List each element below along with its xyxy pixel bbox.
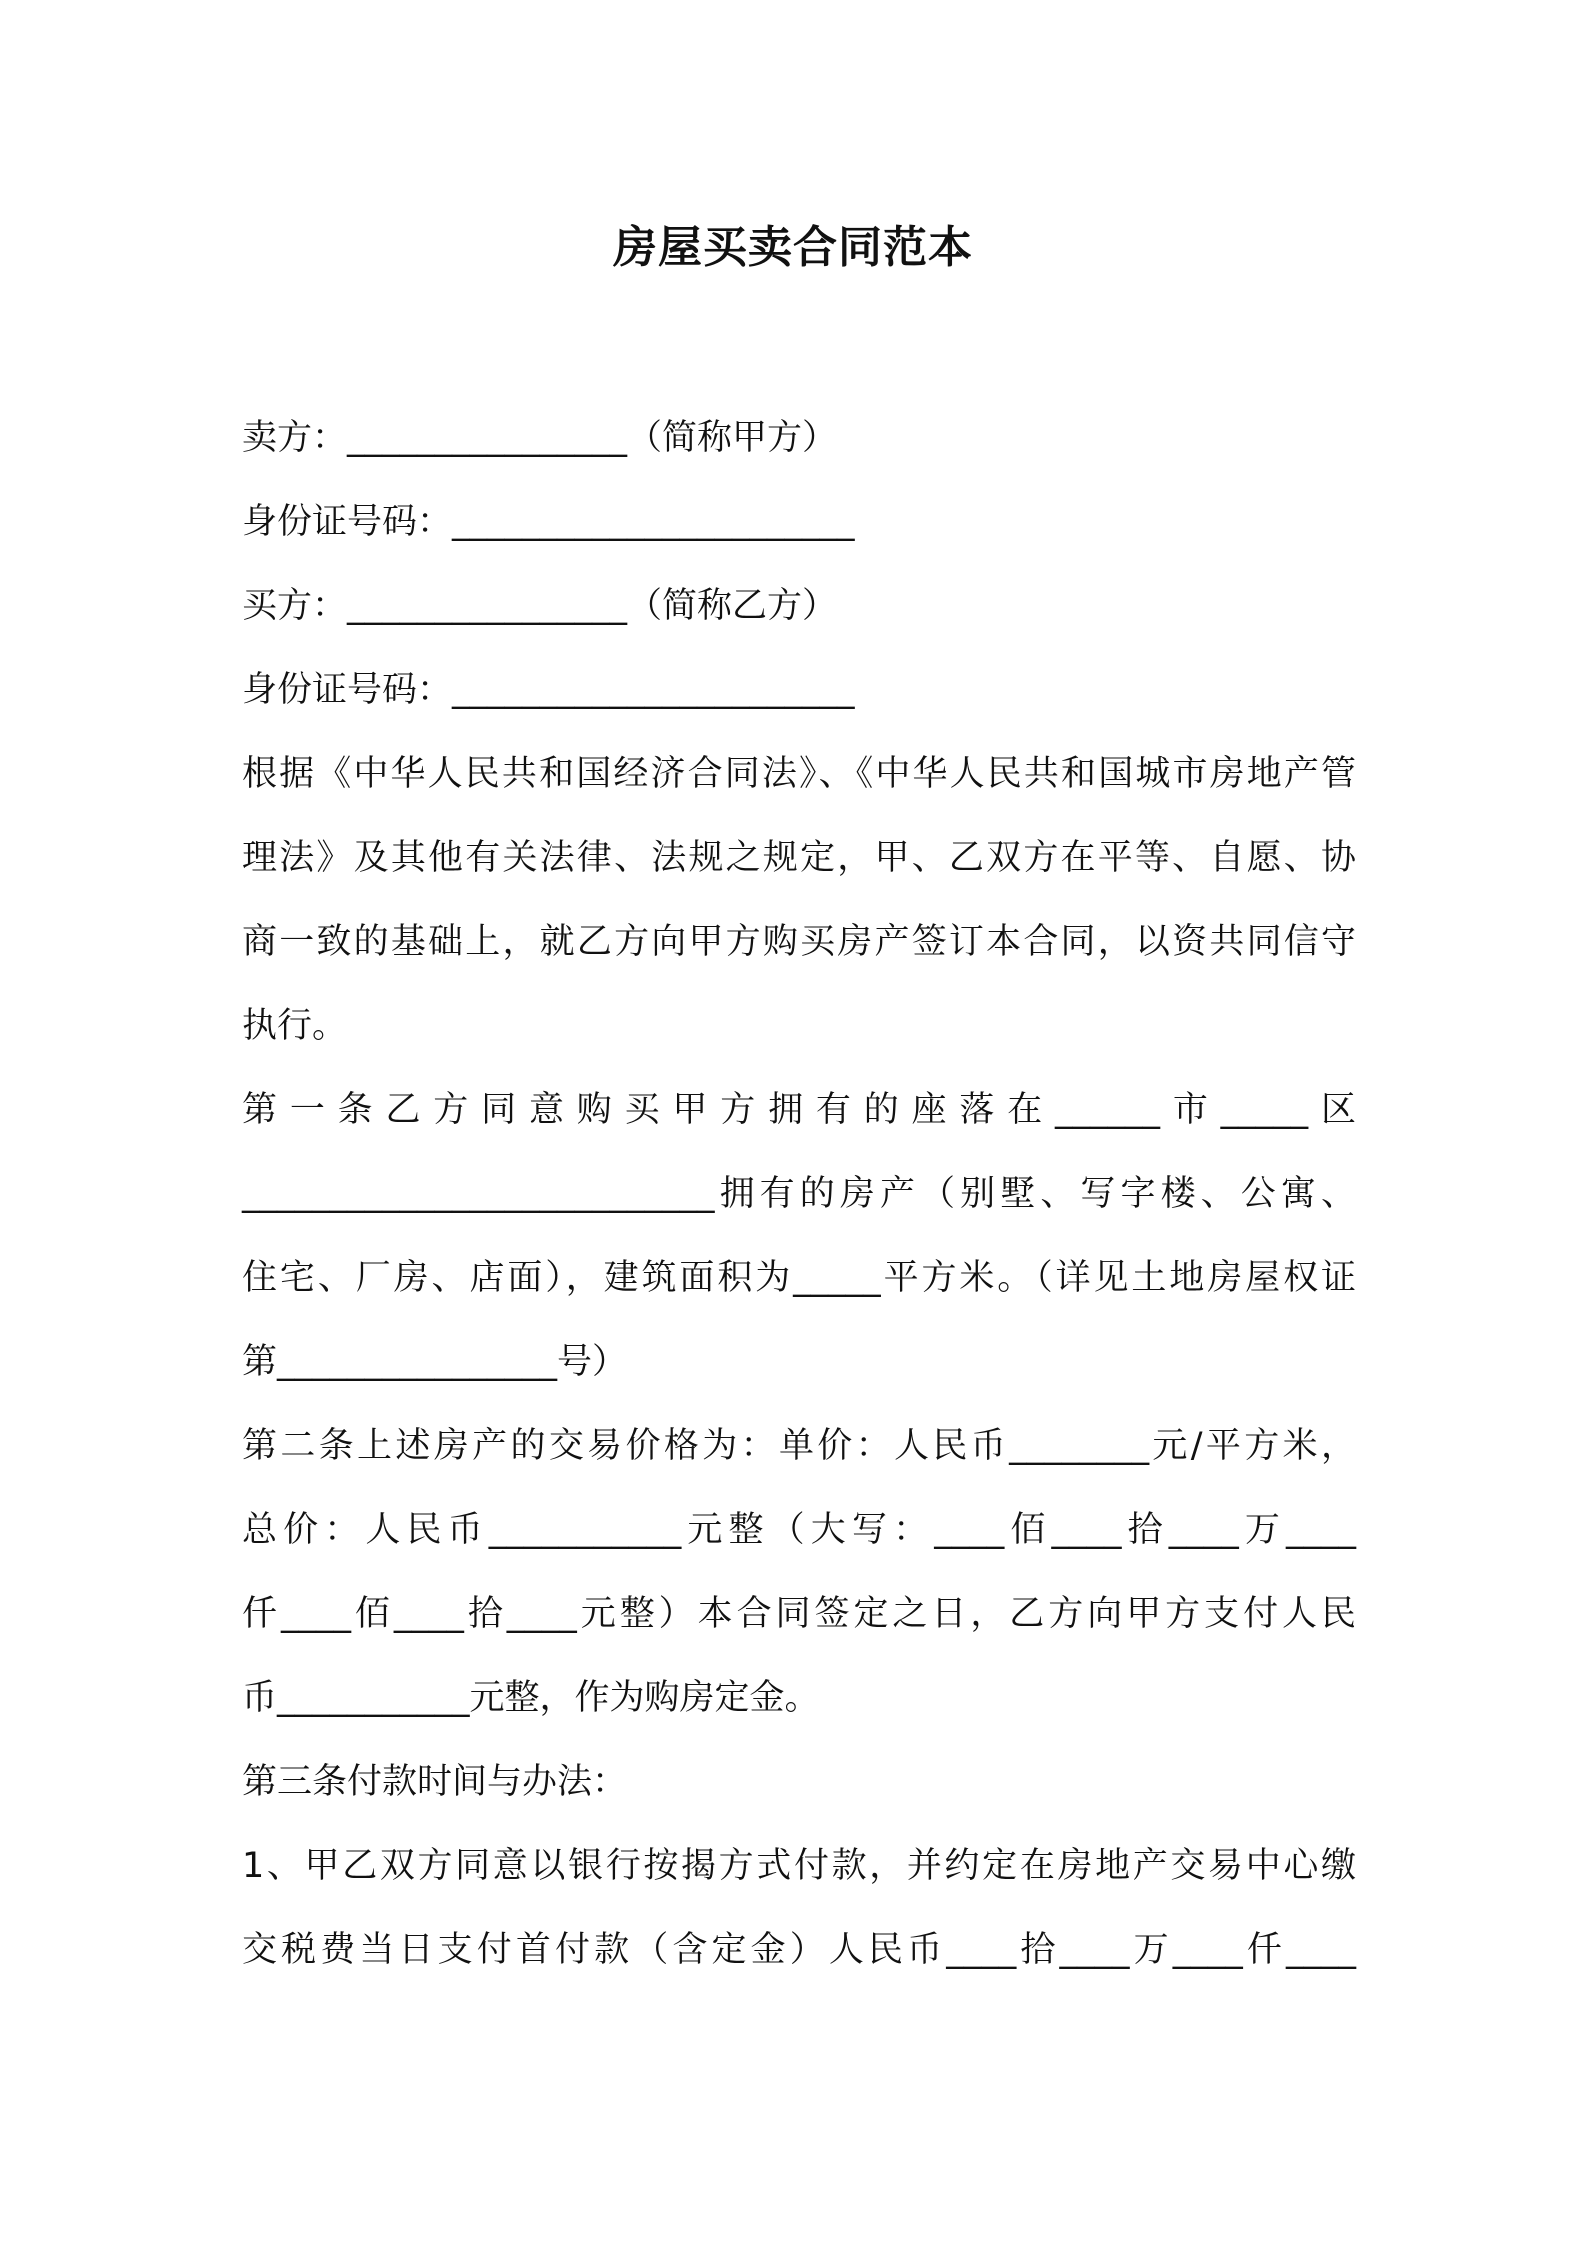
- article-2-line-3: 仟____佰____拾____元整）本合同签定之日，乙方向甲方支付人民: [242, 1594, 1356, 1634]
- seller-line: 卖方：________________（简称甲方）: [242, 418, 838, 458]
- buyer-line: 买方：________________（简称乙方）: [242, 586, 838, 626]
- article-1-line-2: ___________________________拥有的房产（别墅、写字楼、公寓、: [242, 1174, 1356, 1214]
- article-2-line-1: 第二条上述房产的交易价格为：单价：人民币________元/平方米，: [242, 1426, 1356, 1466]
- page-title: 房屋买卖合同范本: [613, 222, 973, 273]
- preamble-line-3: 商一致的基础上，就乙方向甲方购买房产签订本合同，以资共同信守: [242, 922, 1356, 962]
- article-3-item-1-line-1: 1、甲乙双方同意以银行按揭方式付款，并约定在房地产交易中心缴: [242, 1846, 1356, 1886]
- preamble-line-1: 根据《中华人民共和国经济合同法》、《中华人民共和国城市房地产管: [242, 754, 1356, 794]
- seller-id-line: 身份证号码：_______________________: [242, 502, 855, 542]
- article-2-line-2: 总价：人民币___________元整（大写：____佰____拾____万____: [242, 1510, 1356, 1550]
- preamble-line-4: 执行。: [242, 1006, 348, 1046]
- preamble-line-2: 理法》及其他有关法律、法规之规定，甲、乙双方在平等、自愿、协: [242, 838, 1356, 878]
- article-2-line-4: 币___________元整，作为购房定金。: [242, 1678, 820, 1718]
- article-1-line-4: 第________________号）: [242, 1342, 628, 1382]
- article-3-heading: 第三条付款时间与办法：: [242, 1762, 628, 1802]
- article-1-line-1: 第一条乙方同意购买甲方拥有的座落在______市_____区: [242, 1090, 1356, 1130]
- article-1-line-3: 住宅、厂房、店面），建筑面积为_____平方米。（详见土地房屋权证: [242, 1258, 1356, 1298]
- buyer-id-line: 身份证号码：_______________________: [242, 670, 855, 710]
- article-3-item-1-line-2: 交税费当日支付首付款（含定金）人民币____拾____万____仟____: [242, 1930, 1356, 1970]
